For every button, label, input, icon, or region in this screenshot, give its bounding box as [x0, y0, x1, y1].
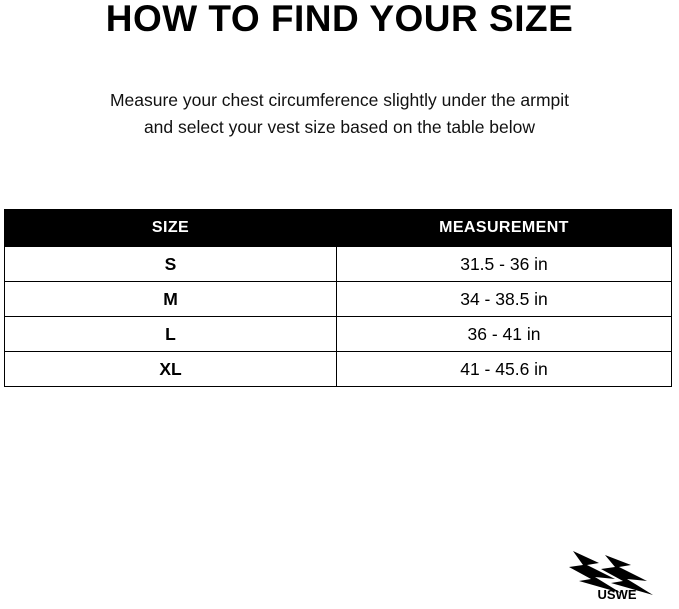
page-title: HOW TO FIND YOUR SIZE — [105, 0, 574, 39]
table-row — [5, 317, 672, 352]
instructions-line-1: Measure your chest circumference slightly under the armpit — [109, 89, 570, 110]
cell-measurement: 41 - 45.6 in — [337, 352, 672, 387]
cell-measurement: 31.5 - 36 in — [337, 247, 672, 282]
brand-name: USWE — [597, 587, 637, 601]
cell-measurement: 34 - 38.5 in — [337, 282, 672, 317]
instructions-line-2: and select your vest size based on the table below — [143, 116, 536, 137]
table-header-row — [5, 210, 672, 247]
table-row — [5, 247, 672, 282]
column-header-measurement: MEASUREMENT — [337, 210, 672, 247]
column-header-size: SIZE — [5, 210, 337, 247]
cell-size: M — [5, 282, 337, 317]
table-row — [5, 352, 672, 387]
uswe-logo-icon — [569, 549, 665, 601]
size-table-container — [4, 209, 671, 387]
table-body — [5, 247, 672, 387]
cell-size: L — [5, 317, 337, 352]
cell-measurement: 36 - 41 in — [337, 317, 672, 352]
instructions-text — [0, 39, 679, 141]
table-row — [5, 282, 672, 317]
table-header — [5, 210, 672, 247]
cell-size: XL — [5, 352, 337, 387]
cell-size: S — [5, 247, 337, 282]
size-table — [4, 209, 672, 387]
